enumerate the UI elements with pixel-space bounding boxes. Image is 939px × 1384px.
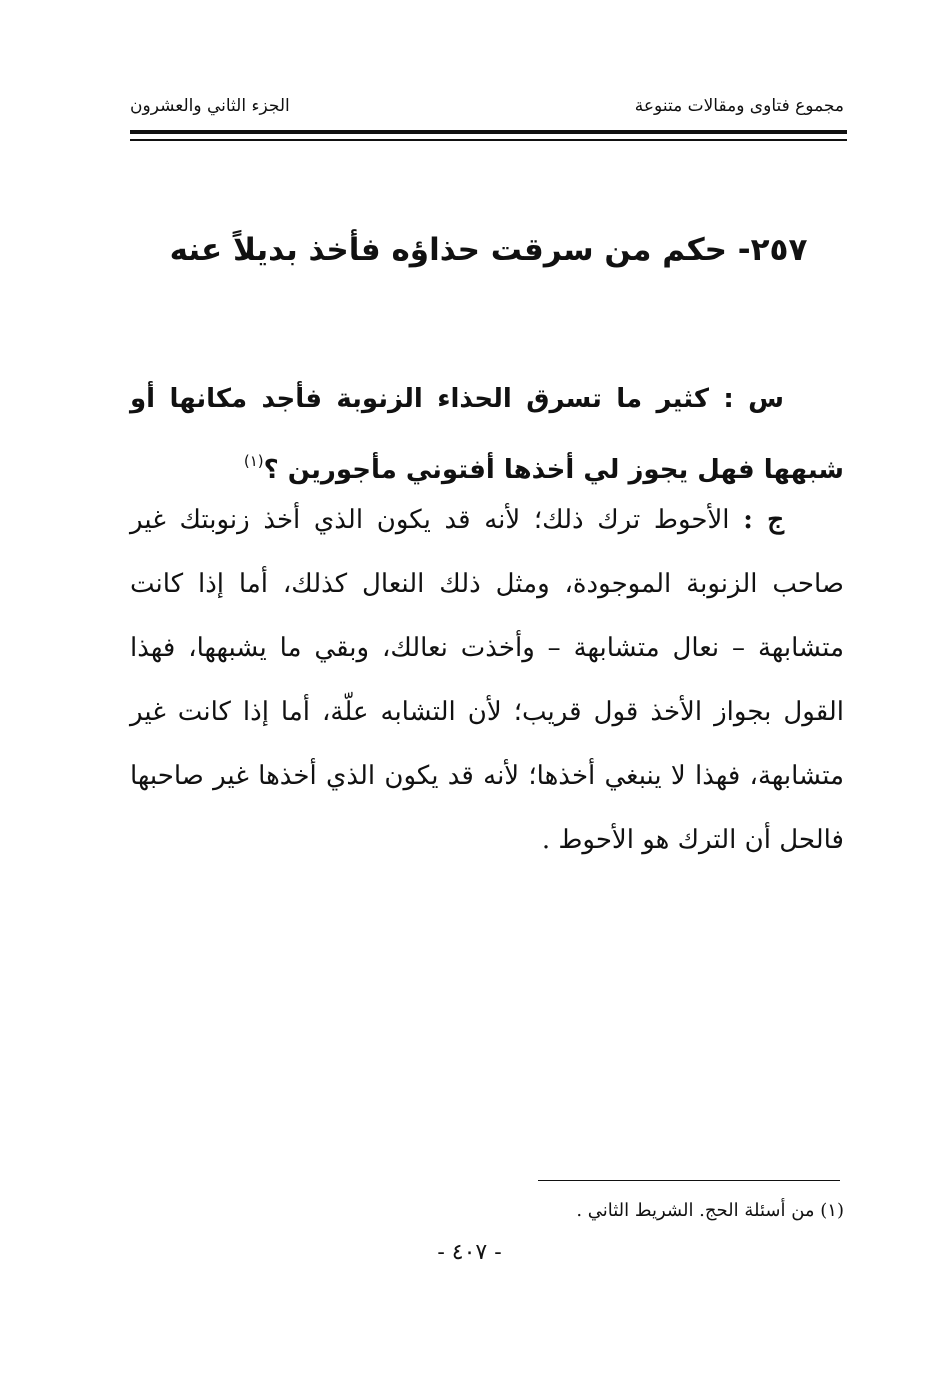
page-number: - ٤٠٧ - [437, 1240, 502, 1265]
question-marker: س : [723, 384, 785, 414]
volume-label: الجزء الثاني والعشرون [130, 96, 290, 116]
question-paragraph [130, 368, 844, 501]
header-rule-thick [130, 130, 847, 134]
book-title: مجموع فتاوى ومقالات متنوعة [634, 96, 844, 116]
answer-text: الأحوط ترك ذلك؛ لأنه قد يكون الذي أخذ زنوبتك غير صاحب الزنوبة الموجودة، ومثل ذلك النعال كذلك، أما إذا كانت متشابهة – نعال متشابهة – وأخذت نعالك، وبقي ما يشبهها، فهذا القول بجواز الأخذ قول قريب؛ لأن التشابه علّة، أما إذا كانت غير متشابهة، فهذا لا ينبغي أخذها؛ لأنه قد يكون الذي أخذها غير صاحبها فالحل أن الترك هو الأحوط . [130, 505, 844, 855]
question-text: كثير ما تسرق الحذاء الزنوبة فأجد مكانها أو شبهها فهل يجوز لي أخذها أفتوني مأجورين ؟ [130, 384, 844, 485]
footnote-separator [538, 1180, 840, 1181]
footnote-reference: (١) [243, 452, 264, 470]
header-rule-thin [130, 139, 847, 141]
answer-marker: ج : [743, 505, 785, 535]
footnote: (١) من أسئلة الحج. الشريط الثاني . [576, 1200, 844, 1221]
answer-paragraph [130, 488, 844, 872]
chapter-title: ٢٥٧- حكم من سرقت حذاؤه فأخذ بديلاً عنه [169, 232, 808, 268]
running-header [130, 96, 844, 126]
